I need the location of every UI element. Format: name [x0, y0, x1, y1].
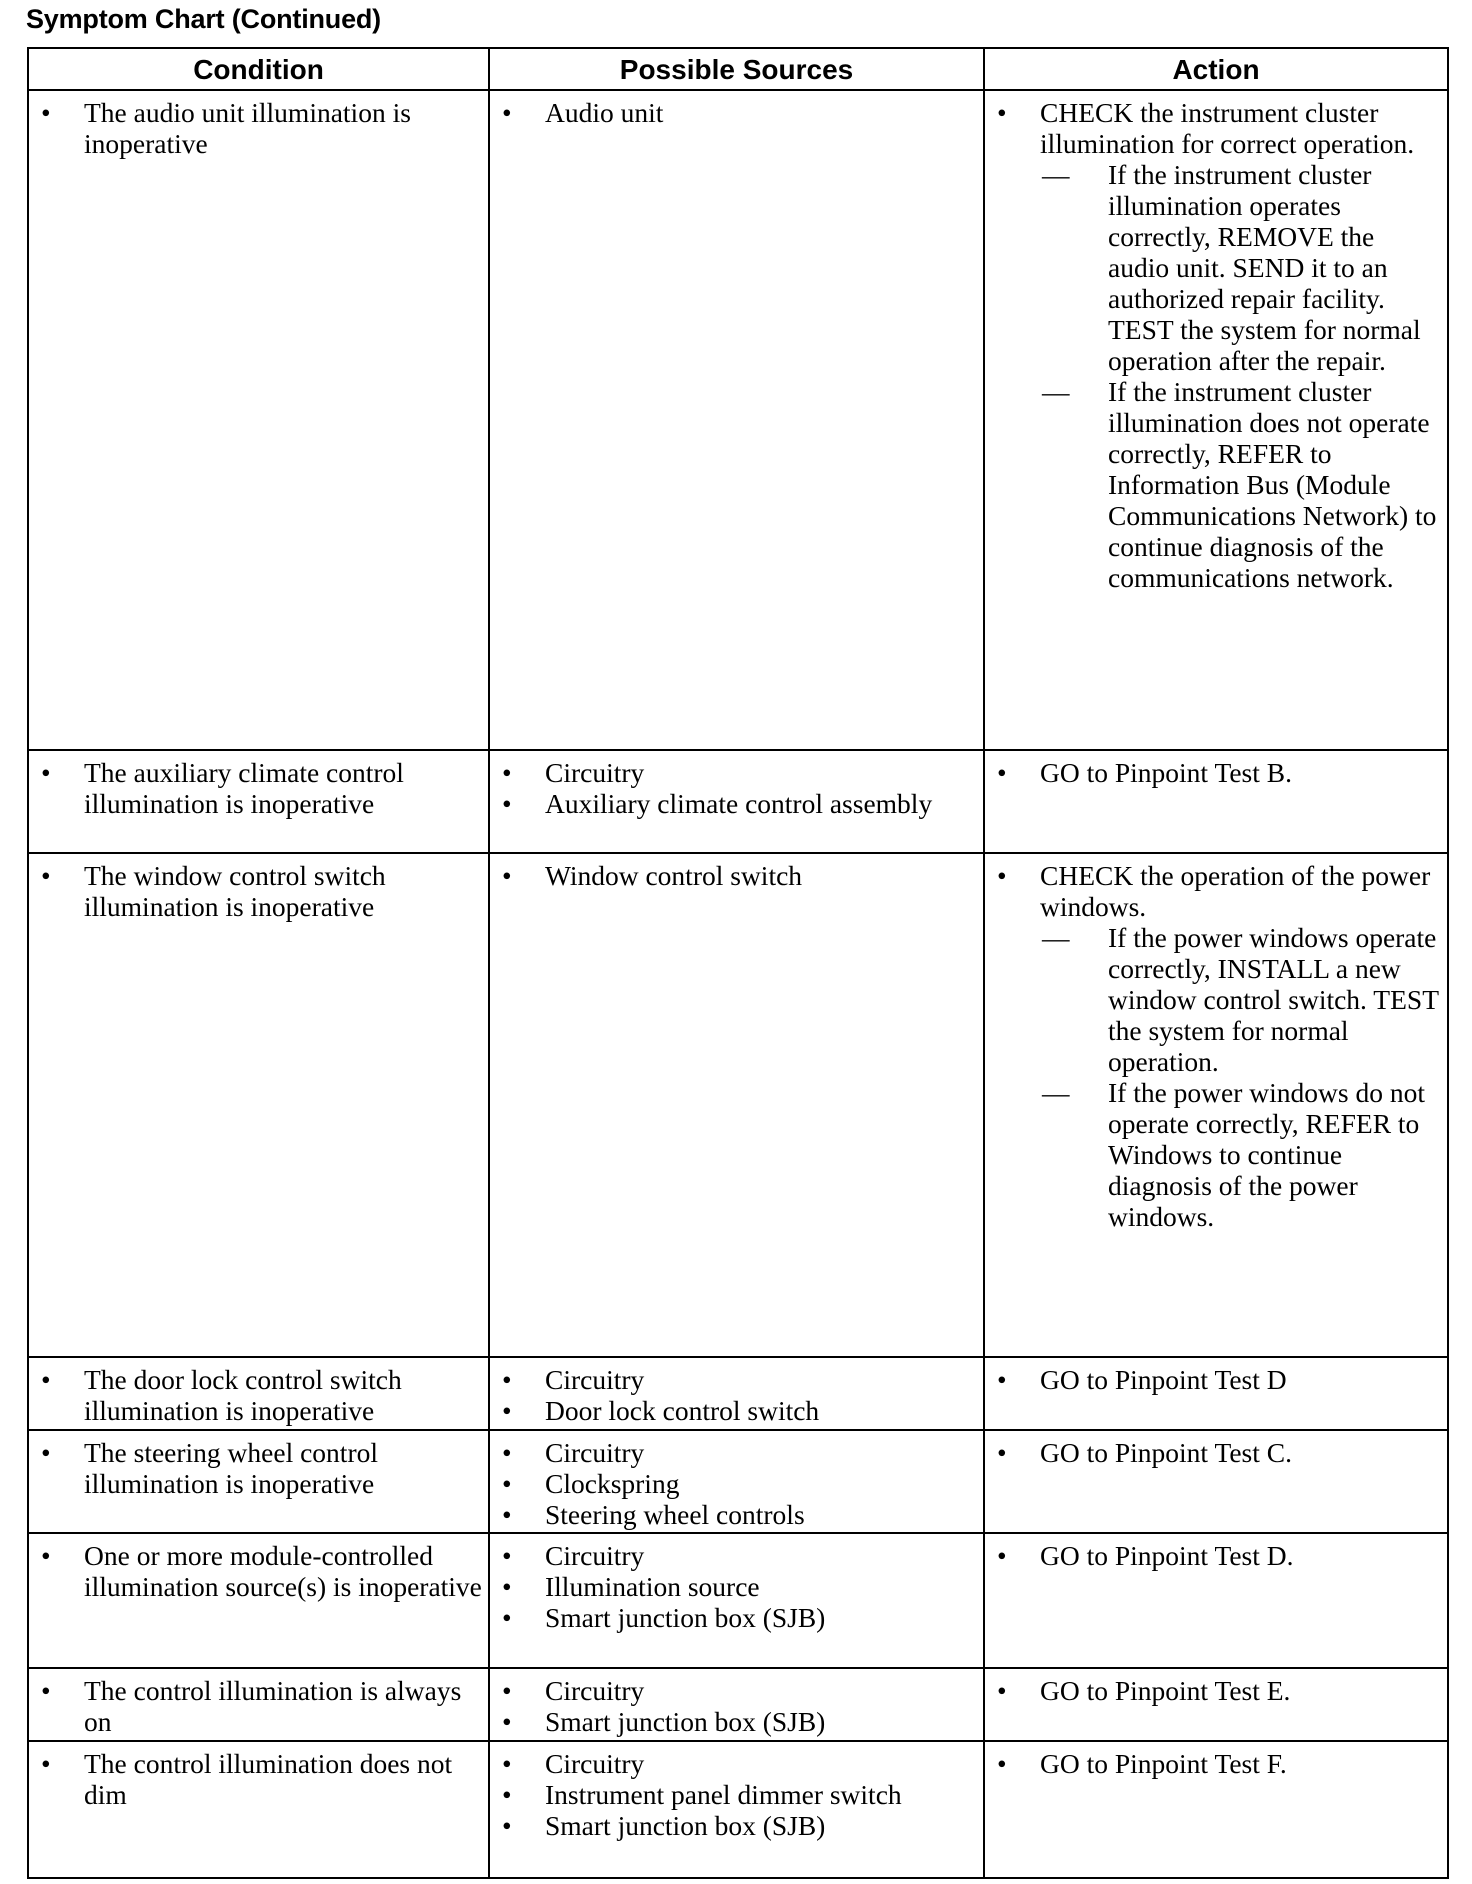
action-cell	[984, 1741, 1448, 1878]
action-text: GO to Pinpoint Test C.	[1040, 1437, 1292, 1468]
header-condition: Condition	[28, 48, 489, 90]
action-subitem: — If the instrument cluster illumination does not operate correctly, REFER to Information Bus (Module Communications Network) to continue diagnosis of the communications network.	[1040, 376, 1441, 593]
source-item: • Circuitry	[490, 1675, 983, 1706]
page-title: Symptom Chart (Continued)	[26, 4, 381, 34]
action-cell	[984, 853, 1448, 1357]
source-item: • Circuitry	[490, 1540, 983, 1571]
header-possible-sources: Possible Sources	[489, 48, 984, 90]
condition-cell	[28, 90, 489, 750]
sources-cell	[489, 853, 984, 1357]
table-body	[28, 90, 1448, 1878]
sources-cell	[489, 1668, 984, 1741]
condition-cell	[28, 750, 489, 853]
action-item	[985, 1540, 1447, 1571]
source-item: • Circuitry	[490, 1364, 983, 1395]
condition-item: • The window control switch illumination is inoperative	[29, 860, 488, 922]
action-cell	[984, 90, 1448, 750]
action-item	[985, 1437, 1447, 1468]
table-row	[28, 1668, 1448, 1741]
source-item: • Instrument panel dimmer switch	[490, 1779, 983, 1810]
condition-item: • The auxiliary climate control illumination is inoperative	[29, 757, 488, 819]
header-action: Action	[984, 48, 1448, 90]
symptom-table	[27, 47, 1449, 1879]
sources-cell	[489, 1741, 984, 1878]
action-text: GO to Pinpoint Test D.	[1040, 1540, 1294, 1571]
condition-item: • The door lock control switch illumination is inoperative	[29, 1364, 488, 1426]
condition-cell	[28, 853, 489, 1357]
action-item	[985, 1748, 1447, 1779]
action-item	[985, 97, 1447, 593]
condition-cell	[28, 1430, 489, 1533]
action-text: GO to Pinpoint Test E.	[1040, 1675, 1291, 1706]
condition-cell	[28, 1357, 489, 1430]
source-item: • Window control switch	[490, 860, 983, 891]
condition-item: • The control illumination is always on	[29, 1675, 488, 1737]
source-item: • Circuitry	[490, 1748, 983, 1779]
condition-cell	[28, 1668, 489, 1741]
source-item: • Steering wheel controls	[490, 1499, 983, 1530]
condition-cell	[28, 1741, 489, 1878]
source-item: • Auxiliary climate control assembly	[490, 788, 983, 819]
action-cell	[984, 1357, 1448, 1430]
action-item	[985, 1675, 1447, 1706]
table-row	[28, 1533, 1448, 1668]
source-item: • Circuitry	[490, 1437, 983, 1468]
action-item	[985, 860, 1447, 1232]
action-text: GO to Pinpoint Test D	[1040, 1364, 1287, 1395]
action-cell	[984, 1533, 1448, 1668]
action-text: CHECK the operation of the power windows.	[1040, 860, 1431, 922]
condition-item: • The steering wheel control illumination is inoperative	[29, 1437, 488, 1499]
condition-item: • The control illumination does not dim	[29, 1748, 488, 1810]
header-row	[28, 48, 1448, 90]
source-item: • Smart junction box (SJB)	[490, 1706, 983, 1737]
source-item: • Circuitry	[490, 757, 983, 788]
source-item: • Smart junction box (SJB)	[490, 1602, 983, 1633]
table-row	[28, 1741, 1448, 1878]
action-cell	[984, 1668, 1448, 1741]
table-row	[28, 1357, 1448, 1430]
source-item: • Door lock control switch	[490, 1395, 983, 1426]
table-row	[28, 1430, 1448, 1533]
action-item	[985, 1364, 1447, 1395]
sources-cell	[489, 750, 984, 853]
action-cell	[984, 750, 1448, 853]
condition-item: • The audio unit illumination is inoperative	[29, 97, 488, 159]
action-text: GO to Pinpoint Test F.	[1040, 1748, 1287, 1779]
source-item: • Smart junction box (SJB)	[490, 1810, 983, 1841]
condition-item: • One or more module-controlled illumination source(s) is inoperative	[29, 1540, 488, 1602]
source-item: • Audio unit	[490, 97, 983, 128]
action-text: GO to Pinpoint Test B.	[1040, 757, 1292, 788]
table-row	[28, 750, 1448, 853]
action-cell	[984, 1430, 1448, 1533]
sources-cell	[489, 90, 984, 750]
action-subitem: — If the instrument cluster illumination operates correctly, REMOVE the audio unit. SEND it to an authorized repair facility. TEST the system for normal operation after the repair.	[1040, 159, 1441, 376]
condition-cell	[28, 1533, 489, 1668]
source-item: • Clockspring	[490, 1468, 983, 1499]
action-subitem: — If the power windows operate correctly, INSTALL a new window control switch. TEST the system for normal operation.	[1040, 922, 1441, 1077]
table-row	[28, 853, 1448, 1357]
action-item	[985, 757, 1447, 788]
sources-cell	[489, 1533, 984, 1668]
sources-cell	[489, 1430, 984, 1533]
action-subitem: — If the power windows do not operate correctly, REFER to Windows to continue diagnosis of the power windows.	[1040, 1077, 1441, 1232]
table-row	[28, 90, 1448, 750]
sources-cell	[489, 1357, 984, 1430]
action-text: CHECK the instrument cluster illumination for correct operation.	[1040, 97, 1415, 159]
source-item: • Illumination source	[490, 1571, 983, 1602]
